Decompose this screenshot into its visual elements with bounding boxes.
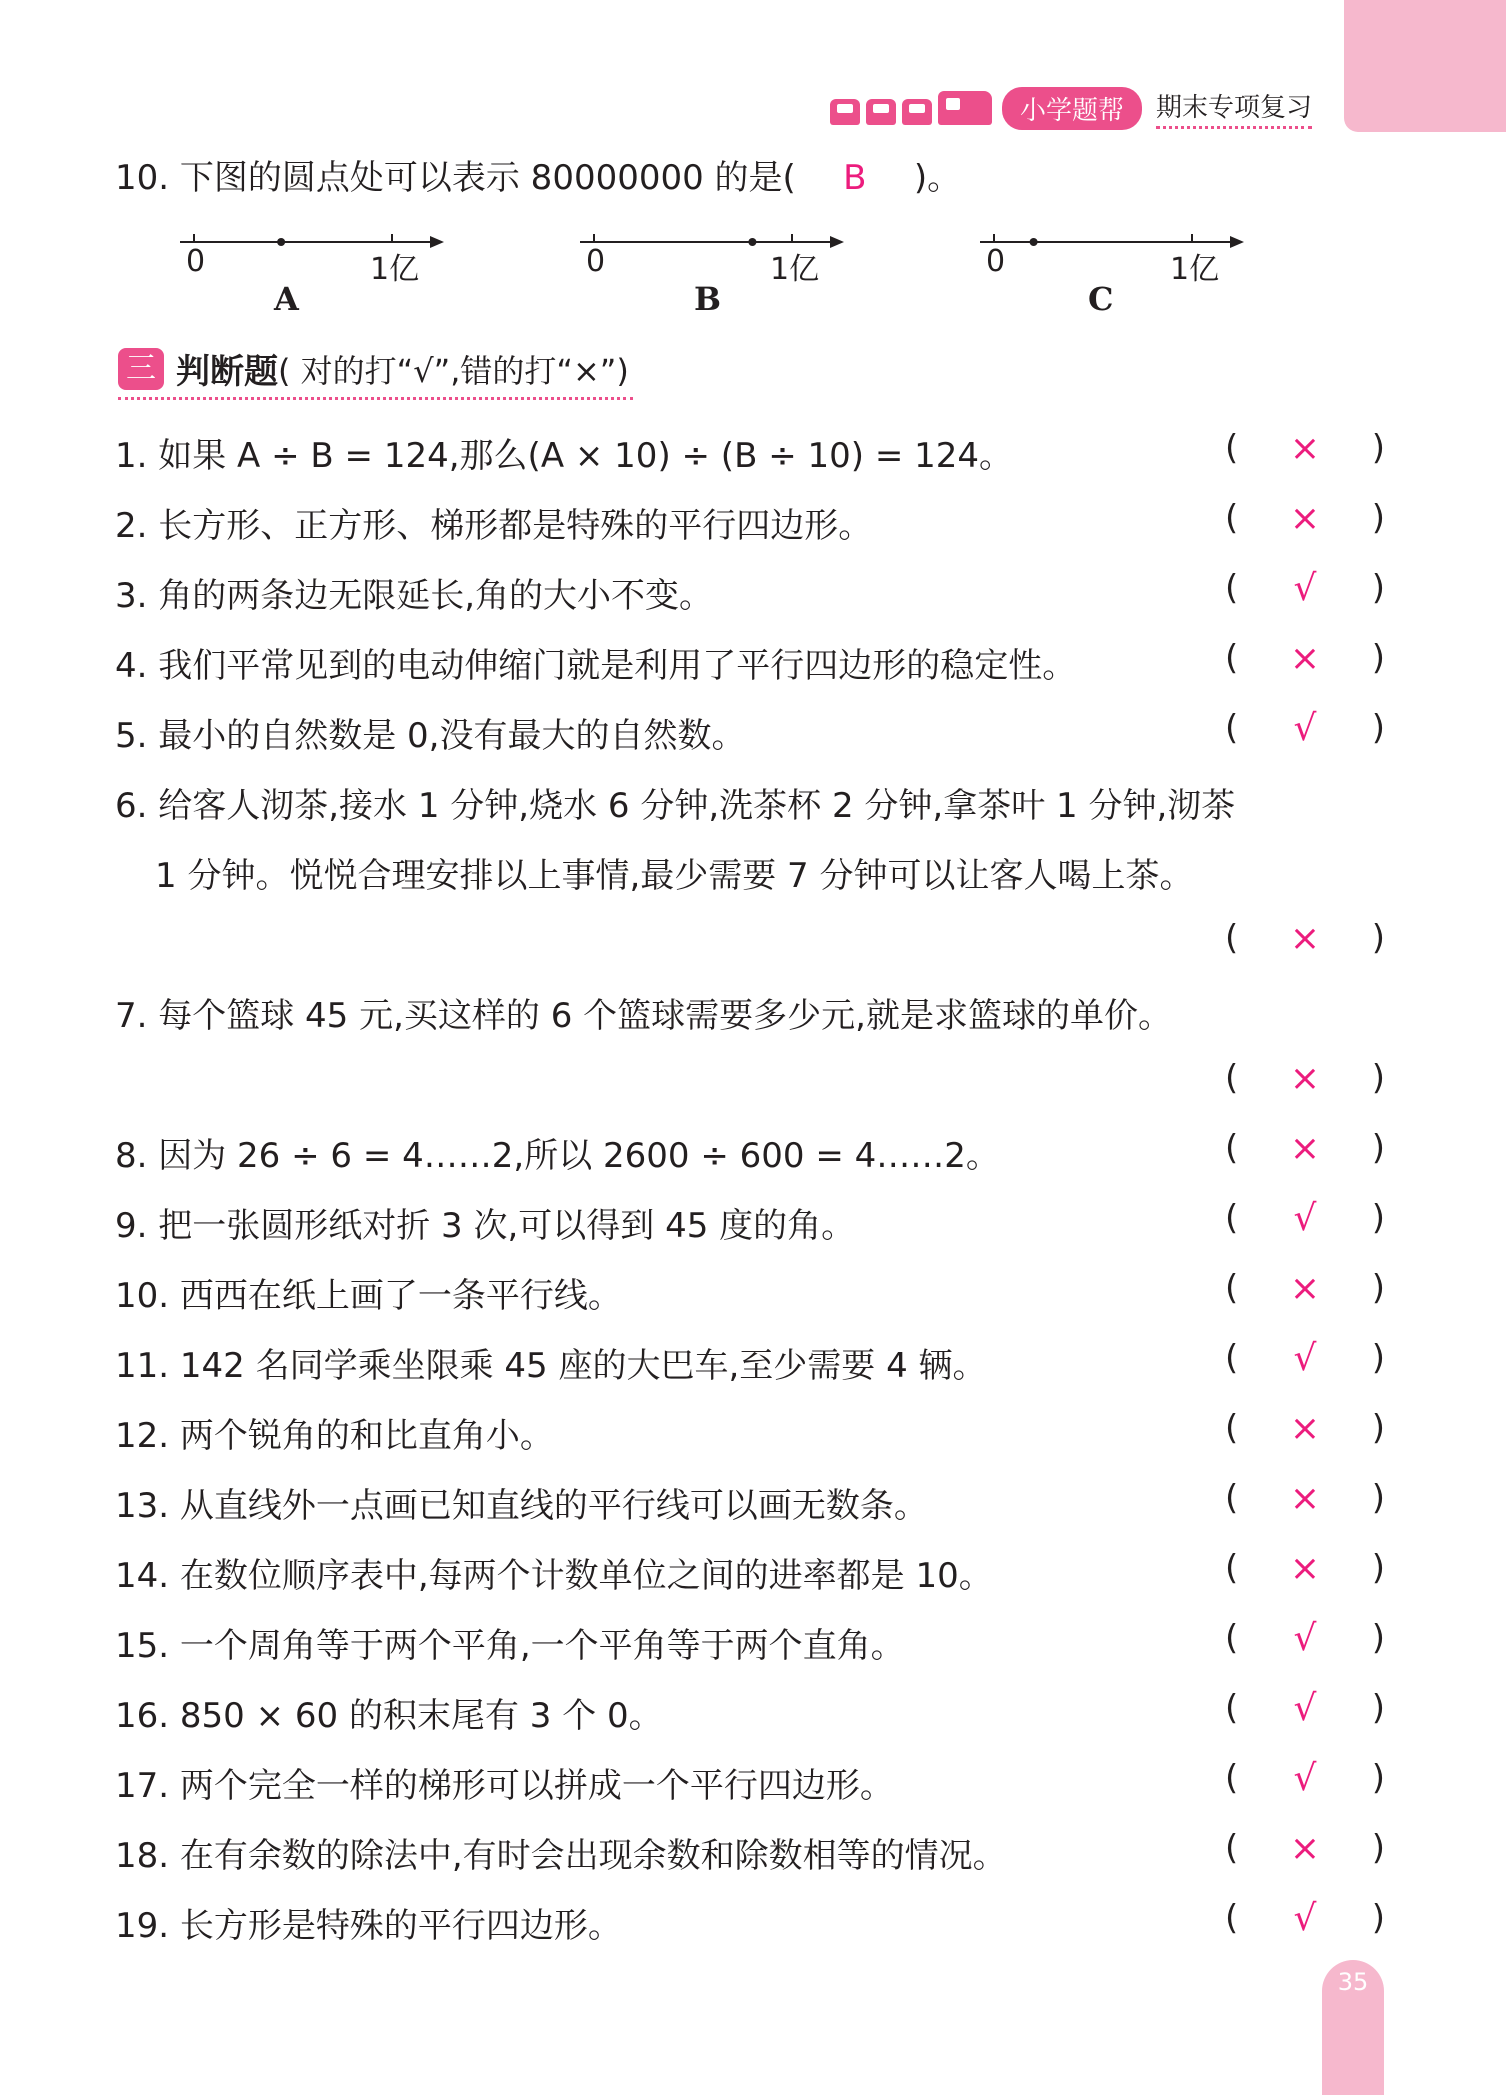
judgment-item-18 (115, 1828, 1385, 1877)
answer-mark: ( × ) (1225, 1548, 1385, 1589)
number-line-a-label: A (274, 280, 299, 318)
mark-symbol: √ (1293, 1198, 1317, 1239)
judgment-item-8 (115, 1128, 1385, 1177)
answer-mark: ( √ ) (1225, 1338, 1385, 1379)
brand-badge: 小学题帮 (1002, 87, 1142, 130)
answer-mark: ( √ ) (1225, 708, 1385, 749)
answer-mark: ( × ) (1225, 1478, 1385, 1519)
judgment-item-16 (115, 1688, 1385, 1737)
corner-tab (1344, 0, 1506, 132)
answer-mark: ( √ ) (1225, 1618, 1385, 1659)
mark-symbol: √ (1293, 568, 1317, 609)
number-line-b-end: 1亿 (770, 252, 820, 287)
item-text: 14. 在数位顺序表中,每两个计数单位之间的进率都是 10。 (115, 1556, 993, 1596)
judgment-item-4 (115, 638, 1385, 687)
item-text: 9. 把一张圆形纸对折 3 次,可以得到 45 度的角。 (115, 1206, 856, 1246)
answer-mark: ( × ) (1225, 638, 1385, 679)
number-line-c-label: C (1088, 280, 1114, 318)
mark-symbol: × (1289, 1268, 1321, 1309)
section-heading (118, 344, 633, 400)
page-number: 35 (1337, 1968, 1369, 1996)
item-text: 1. 如果 A ÷ B = 124,那么(A × 10) ÷ (B ÷ 10) = 124。 (115, 436, 1014, 476)
item-text: 15. 一个周角等于两个平角,一个平角等于两个直角。 (115, 1626, 905, 1666)
mark-symbol: √ (1293, 1758, 1317, 1799)
question-10 (115, 150, 961, 199)
judgment-item-17 (115, 1758, 1385, 1807)
section-subtitle: ( 对的打“√”,错的打“×”) (278, 351, 629, 390)
mark-symbol: × (1289, 428, 1321, 469)
judgment-item-5 (115, 708, 1385, 757)
judgment-item-6-answer-line (115, 918, 1385, 962)
judgment-item-3 (115, 568, 1385, 617)
item-text: 17. 两个完全一样的梯形可以拼成一个平行四边形。 (115, 1766, 894, 1806)
mark-symbol: √ (1293, 708, 1317, 749)
number-line-b-dot (748, 238, 756, 246)
question-10-text: 10. 下图的圆点处可以表示 80000000 的是( (115, 158, 796, 198)
question-10-close: )。 (913, 158, 962, 198)
judgment-item-10 (115, 1268, 1385, 1317)
page-header (830, 86, 1312, 130)
answer-mark: ( √ ) (1225, 1198, 1385, 1239)
answer-mark: ( × ) (1225, 1408, 1385, 1449)
judgment-item-7 (115, 988, 1385, 1037)
mark-symbol: √ (1293, 1688, 1317, 1729)
item-text: 8. 因为 26 ÷ 6 = 4……2,所以 2600 ÷ 600 = 4……2。 (115, 1136, 1000, 1176)
judgment-item-19 (115, 1898, 1385, 1947)
number-line-c-dot (1030, 238, 1038, 246)
item-text: 16. 850 × 60 的积末尾有 3 个 0。 (115, 1696, 663, 1736)
judgment-item-6 (115, 778, 1385, 827)
number-line-b (578, 224, 848, 318)
mark-symbol: × (1289, 498, 1321, 539)
question-10-answer: B (843, 158, 867, 198)
answer-mark: ( × ) (1225, 918, 1385, 959)
number-line-a (178, 224, 448, 318)
number-line-a-end: 1亿 (370, 252, 420, 287)
item-text: 7. 每个篮球 45 元,买这样的 6 个篮球需要多少元,就是求篮球的单价。 (115, 996, 1172, 1036)
number-line-c-zero: 0 (986, 244, 1006, 279)
mark-symbol: × (1289, 1828, 1321, 1869)
page-number-tab (1322, 1960, 1384, 2095)
item-text: 4. 我们平常见到的电动伸缩门就是利用了平行四边形的稳定性。 (115, 646, 1077, 686)
answer-mark: ( √ ) (1225, 1758, 1385, 1799)
number-line-c (978, 224, 1248, 318)
judgment-item-11 (115, 1338, 1385, 1387)
number-line-a-zero: 0 (186, 244, 206, 279)
series-title: 期末专项复习 (1156, 87, 1312, 129)
answer-mark: ( × ) (1225, 1268, 1385, 1309)
item-text: 5. 最小的自然数是 0,没有最大的自然数。 (115, 716, 746, 756)
item-text: 19. 长方形是特殊的平行四边形。 (115, 1906, 622, 1946)
number-line-a-dot (277, 238, 285, 246)
item-text: 12. 两个锐角的和比直角小。 (115, 1416, 554, 1456)
judgment-item-7-answer-line (115, 1058, 1385, 1102)
item-text: 2. 长方形、正方形、梯形都是特殊的平行四边形。 (115, 506, 873, 546)
mark-symbol: × (1289, 1478, 1321, 1519)
mark-symbol: √ (1293, 1898, 1317, 1939)
mark-symbol: × (1289, 638, 1321, 679)
answer-mark: ( × ) (1225, 428, 1385, 469)
item-text: 13. 从直线外一点画已知直线的平行线可以画无数条。 (115, 1486, 928, 1526)
item-text: 6. 给客人沏茶,接水 1 分钟,烧水 6 分钟,洗茶杯 2 分钟,拿茶叶 1 分钟,沏茶 (115, 786, 1236, 826)
judgment-item-9 (115, 1198, 1385, 1247)
section-title: 判断题 (176, 352, 278, 392)
judgment-item-12 (115, 1408, 1385, 1457)
item-text: 11. 142 名同学乘坐限乘 45 座的大巴车,至少需要 4 辆。 (115, 1346, 987, 1386)
judgment-item-13 (115, 1478, 1385, 1527)
mark-symbol: × (1289, 1408, 1321, 1449)
answer-mark: ( × ) (1225, 1058, 1385, 1099)
item-text: 10. 西西在纸上画了一条平行线。 (115, 1276, 622, 1316)
judgment-item-14 (115, 1548, 1385, 1597)
judgment-item-1 (115, 428, 1385, 477)
number-line-b-zero: 0 (586, 244, 606, 279)
mark-symbol: × (1289, 1548, 1321, 1589)
answer-mark: ( √ ) (1225, 568, 1385, 609)
answer-mark: ( √ ) (1225, 1688, 1385, 1729)
number-line-c-end: 1亿 (1170, 252, 1220, 287)
mark-symbol: × (1289, 1058, 1321, 1099)
answer-mark: ( √ ) (1225, 1898, 1385, 1939)
train-icon (830, 91, 992, 125)
answer-mark: ( × ) (1225, 498, 1385, 539)
mark-symbol: √ (1293, 1338, 1317, 1379)
number-line-b-label: B (694, 280, 722, 318)
answer-mark: ( × ) (1225, 1128, 1385, 1169)
section-number: 三 (118, 348, 164, 390)
mark-symbol: × (1289, 918, 1321, 959)
judgment-item-2 (115, 498, 1385, 547)
mark-symbol: √ (1293, 1618, 1317, 1659)
mark-symbol: × (1289, 1128, 1321, 1169)
judgment-item-6-continuation: 1 分钟。悦悦合理安排以上事情,最少需要 7 分钟可以让客人喝上茶。 (155, 856, 1194, 896)
item-text: 18. 在有余数的除法中,有时会出现余数和除数相等的情况。 (115, 1836, 1007, 1876)
item-text: 3. 角的两条边无限延长,角的大小不变。 (115, 576, 714, 616)
answer-mark: ( × ) (1225, 1828, 1385, 1869)
judgment-item-15 (115, 1618, 1385, 1667)
